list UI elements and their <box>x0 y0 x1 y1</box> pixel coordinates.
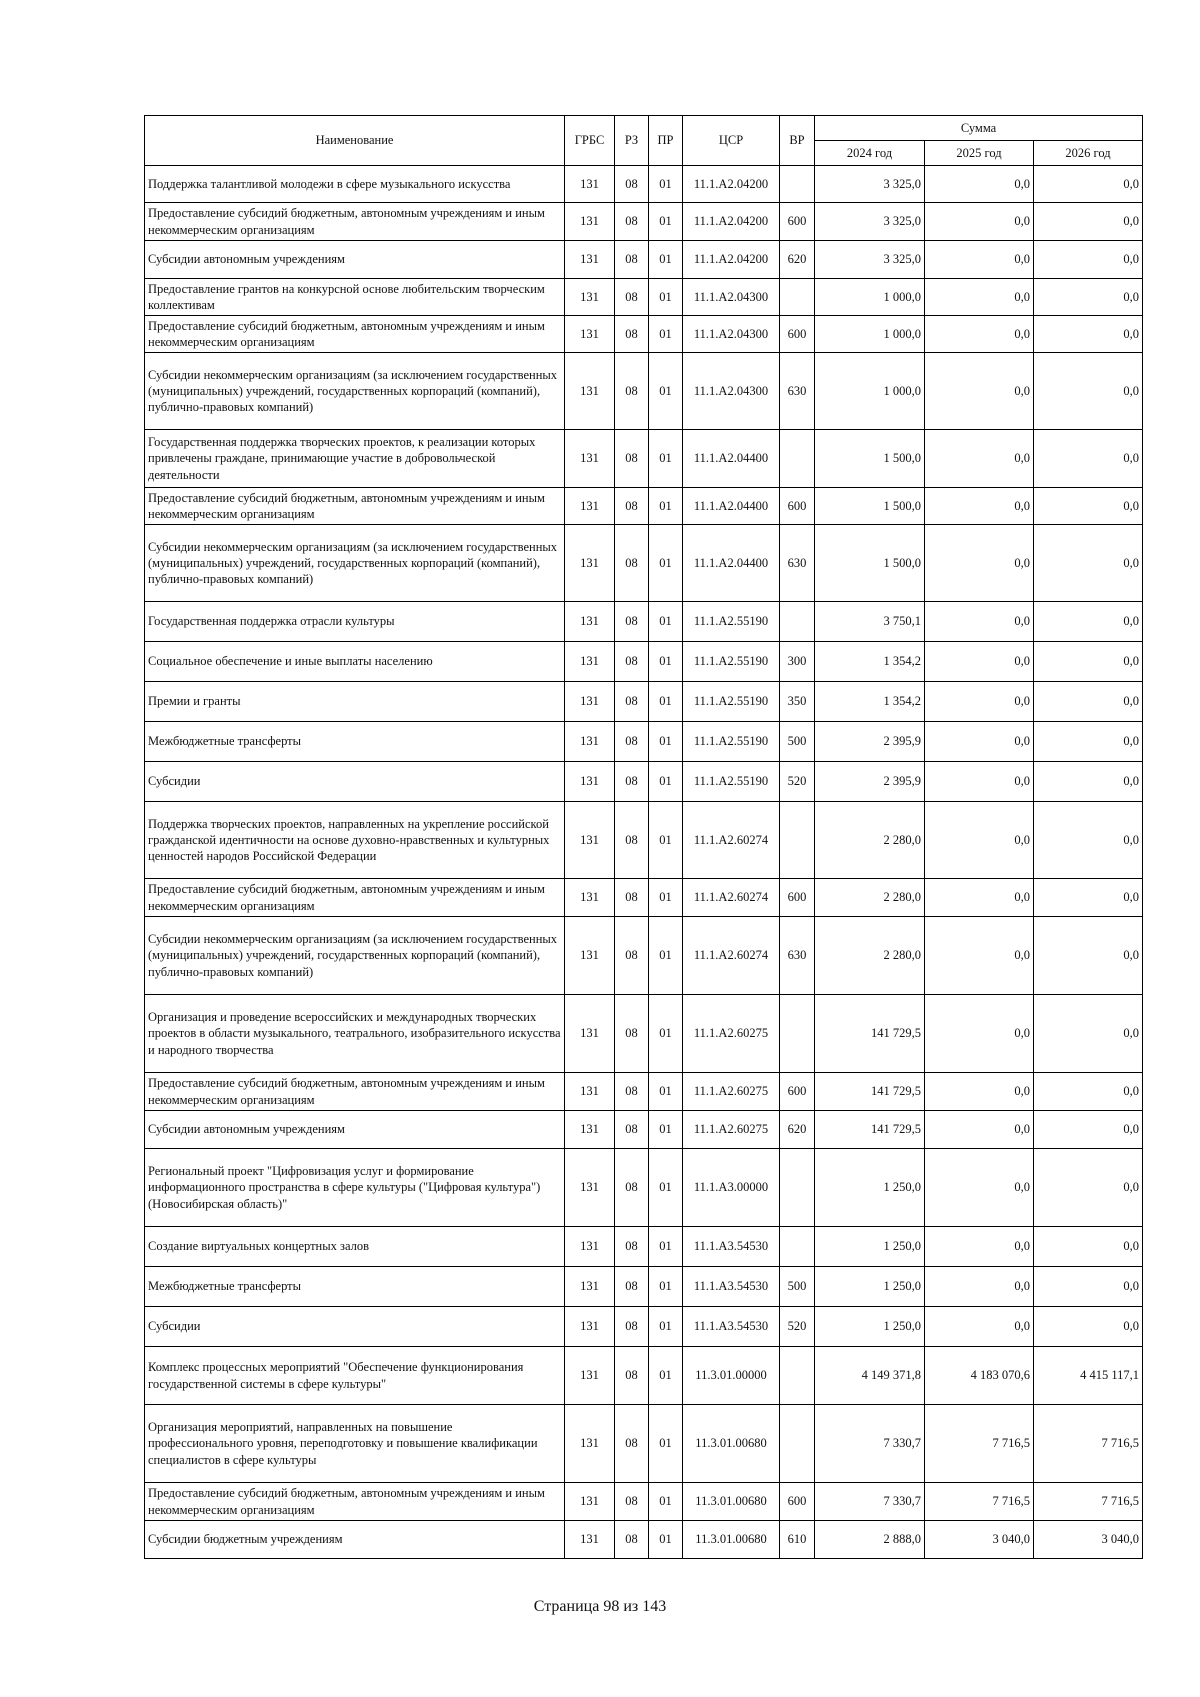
row-name: Организация и проведение всероссийских и международных творческих проектов в области музыкального, театрального, изобразительного искусства и народного творчества <box>145 995 565 1073</box>
row-grbs: 131 <box>565 995 615 1073</box>
row-rz: 08 <box>615 802 649 879</box>
header-year-2026: 2026 год <box>1034 141 1143 166</box>
row-grbs: 131 <box>565 1073 615 1111</box>
row-vr: 600 <box>780 1073 815 1111</box>
row-amount-2025: 0,0 <box>925 879 1034 917</box>
row-vr: 600 <box>780 316 815 353</box>
row-csr: 11.1.А2.60275 <box>683 1111 780 1149</box>
row-name: Государственная поддержка отрасли культуры <box>145 602 565 642</box>
row-vr: 630 <box>780 917 815 995</box>
row-amount-2024: 1 250,0 <box>815 1227 925 1267</box>
row-amount-2026: 0,0 <box>1034 1111 1143 1149</box>
row-grbs: 131 <box>565 602 615 642</box>
table-row <box>145 279 1143 316</box>
row-vr: 630 <box>780 525 815 602</box>
row-csr: 11.1.А2.60275 <box>683 1073 780 1111</box>
row-name: Предоставление субсидий бюджетным, автономным учреждениям и иным некоммерческим организациям <box>145 316 565 353</box>
row-rz: 08 <box>615 488 649 525</box>
table-row <box>145 203 1143 241</box>
table-row <box>145 1267 1143 1307</box>
table-row <box>145 241 1143 279</box>
row-amount-2025: 0,0 <box>925 316 1034 353</box>
row-amount-2024: 141 729,5 <box>815 1073 925 1111</box>
row-pr: 01 <box>649 722 683 762</box>
row-grbs: 131 <box>565 166 615 203</box>
row-amount-2025: 0,0 <box>925 995 1034 1073</box>
row-rz: 08 <box>615 1073 649 1111</box>
row-rz: 08 <box>615 316 649 353</box>
row-amount-2026: 0,0 <box>1034 525 1143 602</box>
row-pr: 01 <box>649 682 683 722</box>
row-grbs: 131 <box>565 316 615 353</box>
row-name: Предоставление грантов на конкурсной основе любительским творческим коллективам <box>145 279 565 316</box>
row-amount-2026: 0,0 <box>1034 917 1143 995</box>
row-pr: 01 <box>649 1405 683 1483</box>
row-grbs: 131 <box>565 682 615 722</box>
row-pr: 01 <box>649 525 683 602</box>
row-pr: 01 <box>649 995 683 1073</box>
row-name: Межбюджетные трансферты <box>145 722 565 762</box>
row-rz: 08 <box>615 203 649 241</box>
row-amount-2026: 0,0 <box>1034 995 1143 1073</box>
row-pr: 01 <box>649 279 683 316</box>
row-name: Субсидии автономным учреждениям <box>145 1111 565 1149</box>
row-name: Государственная поддержка творческих проектов, к реализации которых привлечены граждане, принимающие участие в добровольческой деятельности <box>145 430 565 488</box>
table-row <box>145 316 1143 353</box>
row-vr: 600 <box>780 203 815 241</box>
row-csr: 11.1.А2.04200 <box>683 203 780 241</box>
row-name: Предоставление субсидий бюджетным, автономным учреждениям и иным некоммерческим организациям <box>145 1483 565 1521</box>
row-grbs: 131 <box>565 1521 615 1559</box>
row-amount-2025: 0,0 <box>925 1227 1034 1267</box>
row-amount-2026: 0,0 <box>1034 722 1143 762</box>
row-amount-2026: 0,0 <box>1034 316 1143 353</box>
row-vr: 350 <box>780 682 815 722</box>
row-grbs: 131 <box>565 1307 615 1347</box>
row-amount-2024: 3 750,1 <box>815 602 925 642</box>
row-name: Комплекс процессных мероприятий "Обеспечение функционирования государственной системы в сфере культуры" <box>145 1347 565 1405</box>
row-amount-2025: 0,0 <box>925 1149 1034 1227</box>
row-name: Субсидии <box>145 762 565 802</box>
row-amount-2025: 0,0 <box>925 642 1034 682</box>
row-grbs: 131 <box>565 525 615 602</box>
table-header <box>145 116 1143 166</box>
row-amount-2026: 0,0 <box>1034 1267 1143 1307</box>
row-name: Предоставление субсидий бюджетным, автономным учреждениям и иным некоммерческим организациям <box>145 203 565 241</box>
row-name: Организация мероприятий, направленных на повышение профессионального уровня, переподготовку и повышение квалификации специалистов в сфере культуры <box>145 1405 565 1483</box>
row-csr: 11.1.А2.60274 <box>683 879 780 917</box>
row-vr <box>780 802 815 879</box>
row-amount-2026: 0,0 <box>1034 166 1143 203</box>
row-vr: 610 <box>780 1521 815 1559</box>
row-pr: 01 <box>649 1347 683 1405</box>
row-amount-2024: 2 280,0 <box>815 917 925 995</box>
row-csr: 11.1.А2.55190 <box>683 642 780 682</box>
table-row <box>145 488 1143 525</box>
row-rz: 08 <box>615 430 649 488</box>
header-pr: ПР <box>649 116 683 166</box>
row-amount-2024: 1 000,0 <box>815 316 925 353</box>
row-name: Субсидии автономным учреждениям <box>145 241 565 279</box>
row-csr: 11.1.А2.60274 <box>683 917 780 995</box>
row-amount-2026: 0,0 <box>1034 430 1143 488</box>
row-rz: 08 <box>615 166 649 203</box>
row-vr: 620 <box>780 1111 815 1149</box>
row-rz: 08 <box>615 1267 649 1307</box>
row-name: Предоставление субсидий бюджетным, автономным учреждениям и иным некоммерческим организациям <box>145 1073 565 1111</box>
row-name: Субсидии <box>145 1307 565 1347</box>
row-amount-2024: 2 395,9 <box>815 722 925 762</box>
table-row <box>145 430 1143 488</box>
row-amount-2025: 4 183 070,6 <box>925 1347 1034 1405</box>
row-grbs: 131 <box>565 203 615 241</box>
row-pr: 01 <box>649 166 683 203</box>
row-pr: 01 <box>649 430 683 488</box>
table-row <box>145 1307 1143 1347</box>
row-amount-2024: 141 729,5 <box>815 995 925 1073</box>
table-row <box>145 802 1143 879</box>
row-amount-2024: 1 500,0 <box>815 488 925 525</box>
row-csr: 11.1.А2.04300 <box>683 353 780 430</box>
table-row <box>145 1521 1143 1559</box>
row-name: Социальное обеспечение и иные выплаты населению <box>145 642 565 682</box>
row-amount-2025: 0,0 <box>925 203 1034 241</box>
row-rz: 08 <box>615 682 649 722</box>
header-year-2025: 2025 год <box>925 141 1034 166</box>
row-amount-2025: 0,0 <box>925 166 1034 203</box>
row-pr: 01 <box>649 1521 683 1559</box>
table-body <box>145 166 1143 1559</box>
row-vr <box>780 1149 815 1227</box>
row-pr: 01 <box>649 316 683 353</box>
row-amount-2026: 3 040,0 <box>1034 1521 1143 1559</box>
row-amount-2024: 2 280,0 <box>815 802 925 879</box>
row-amount-2024: 7 330,7 <box>815 1483 925 1521</box>
row-grbs: 131 <box>565 762 615 802</box>
row-amount-2024: 1 354,2 <box>815 682 925 722</box>
row-csr: 11.1.А2.04400 <box>683 430 780 488</box>
row-name: Поддержка талантливой молодежи в сфере музыкального искусства <box>145 166 565 203</box>
row-vr <box>780 1347 815 1405</box>
row-amount-2025: 0,0 <box>925 1267 1034 1307</box>
row-csr: 11.1.А2.04400 <box>683 488 780 525</box>
row-rz: 08 <box>615 1111 649 1149</box>
row-amount-2025: 0,0 <box>925 488 1034 525</box>
row-rz: 08 <box>615 241 649 279</box>
row-vr <box>780 166 815 203</box>
row-amount-2025: 7 716,5 <box>925 1483 1034 1521</box>
row-vr <box>780 430 815 488</box>
row-vr: 620 <box>780 241 815 279</box>
row-vr: 600 <box>780 488 815 525</box>
row-pr: 01 <box>649 1073 683 1111</box>
row-amount-2024: 141 729,5 <box>815 1111 925 1149</box>
row-pr: 01 <box>649 1111 683 1149</box>
row-rz: 08 <box>615 279 649 316</box>
row-amount-2025: 0,0 <box>925 1111 1034 1149</box>
row-name: Создание виртуальных концертных залов <box>145 1227 565 1267</box>
row-amount-2024: 1 000,0 <box>815 353 925 430</box>
row-vr: 300 <box>780 642 815 682</box>
row-amount-2026: 0,0 <box>1034 1227 1143 1267</box>
table-row <box>145 1149 1143 1227</box>
table-row <box>145 1227 1143 1267</box>
row-vr <box>780 995 815 1073</box>
row-amount-2025: 0,0 <box>925 1073 1034 1111</box>
row-pr: 01 <box>649 879 683 917</box>
row-pr: 01 <box>649 203 683 241</box>
row-pr: 01 <box>649 353 683 430</box>
row-amount-2024: 3 325,0 <box>815 241 925 279</box>
row-amount-2026: 0,0 <box>1034 642 1143 682</box>
table-row <box>145 642 1143 682</box>
table-row <box>145 166 1143 203</box>
row-vr: 500 <box>780 722 815 762</box>
row-csr: 11.3.01.00680 <box>683 1405 780 1483</box>
row-amount-2025: 3 040,0 <box>925 1521 1034 1559</box>
row-amount-2024: 4 149 371,8 <box>815 1347 925 1405</box>
row-rz: 08 <box>615 642 649 682</box>
table-row <box>145 917 1143 995</box>
header-vr: ВР <box>780 116 815 166</box>
row-pr: 01 <box>649 762 683 802</box>
row-amount-2026: 7 716,5 <box>1034 1483 1143 1521</box>
row-amount-2025: 0,0 <box>925 917 1034 995</box>
row-rz: 08 <box>615 1521 649 1559</box>
row-rz: 08 <box>615 1227 649 1267</box>
row-amount-2024: 1 500,0 <box>815 525 925 602</box>
row-pr: 01 <box>649 1267 683 1307</box>
row-rz: 08 <box>615 722 649 762</box>
row-grbs: 131 <box>565 917 615 995</box>
table-row <box>145 1405 1143 1483</box>
table-row <box>145 722 1143 762</box>
row-grbs: 131 <box>565 879 615 917</box>
table-row <box>145 682 1143 722</box>
row-amount-2025: 0,0 <box>925 430 1034 488</box>
row-amount-2024: 1 000,0 <box>815 279 925 316</box>
row-grbs: 131 <box>565 1267 615 1307</box>
row-vr: 520 <box>780 1307 815 1347</box>
row-vr: 500 <box>780 1267 815 1307</box>
row-amount-2026: 0,0 <box>1034 682 1143 722</box>
row-amount-2024: 3 325,0 <box>815 203 925 241</box>
row-amount-2026: 0,0 <box>1034 1307 1143 1347</box>
table-row <box>145 995 1143 1073</box>
row-csr: 11.1.А2.55190 <box>683 762 780 802</box>
table-row <box>145 602 1143 642</box>
row-rz: 08 <box>615 1405 649 1483</box>
row-amount-2025: 0,0 <box>925 762 1034 802</box>
row-csr: 11.1.А2.04300 <box>683 316 780 353</box>
row-grbs: 131 <box>565 1405 615 1483</box>
table-row <box>145 1347 1143 1405</box>
row-grbs: 131 <box>565 802 615 879</box>
header-csr: ЦСР <box>683 116 780 166</box>
table-row <box>145 879 1143 917</box>
row-name: Поддержка творческих проектов, направленных на укрепление российской гражданской идентичности на основе духовно-нравственных и культурных ценностей народов Российской Федерации <box>145 802 565 879</box>
row-pr: 01 <box>649 642 683 682</box>
row-grbs: 131 <box>565 241 615 279</box>
row-amount-2026: 0,0 <box>1034 1149 1143 1227</box>
row-amount-2024: 1 354,2 <box>815 642 925 682</box>
row-vr: 630 <box>780 353 815 430</box>
row-amount-2024: 2 395,9 <box>815 762 925 802</box>
row-csr: 11.1.А3.00000 <box>683 1149 780 1227</box>
row-rz: 08 <box>615 1149 649 1227</box>
row-amount-2026: 0,0 <box>1034 802 1143 879</box>
row-pr: 01 <box>649 1483 683 1521</box>
row-amount-2024: 7 330,7 <box>815 1405 925 1483</box>
row-name: Межбюджетные трансферты <box>145 1267 565 1307</box>
row-name: Предоставление субсидий бюджетным, автономным учреждениям и иным некоммерческим организациям <box>145 879 565 917</box>
row-rz: 08 <box>615 1307 649 1347</box>
row-csr: 11.3.01.00680 <box>683 1483 780 1521</box>
page-number: Страница 98 из 143 <box>533 1598 667 1615</box>
table-row <box>145 525 1143 602</box>
row-amount-2024: 1 250,0 <box>815 1149 925 1227</box>
table-row <box>145 1483 1143 1521</box>
row-name: Предоставление субсидий бюджетным, автономным учреждениям и иным некоммерческим организациям <box>145 488 565 525</box>
row-csr: 11.1.А2.55190 <box>683 602 780 642</box>
row-amount-2025: 0,0 <box>925 802 1034 879</box>
row-pr: 01 <box>649 1307 683 1347</box>
row-amount-2026: 4 415 117,1 <box>1034 1347 1143 1405</box>
row-pr: 01 <box>649 488 683 525</box>
row-csr: 11.1.А2.04400 <box>683 525 780 602</box>
row-csr: 11.1.А2.04300 <box>683 279 780 316</box>
row-amount-2025: 0,0 <box>925 353 1034 430</box>
row-csr: 11.1.А3.54530 <box>683 1307 780 1347</box>
row-amount-2025: 0,0 <box>925 602 1034 642</box>
table-row <box>145 1073 1143 1111</box>
row-grbs: 131 <box>565 722 615 762</box>
row-amount-2024: 2 280,0 <box>815 879 925 917</box>
row-amount-2025: 0,0 <box>925 279 1034 316</box>
row-csr: 11.1.А2.55190 <box>683 722 780 762</box>
row-grbs: 131 <box>565 1111 615 1149</box>
row-rz: 08 <box>615 602 649 642</box>
row-amount-2026: 0,0 <box>1034 1073 1143 1111</box>
row-pr: 01 <box>649 917 683 995</box>
row-name: Региональный проект "Цифровизация услуг и формирование информационного пространства в сфере культуры ("Цифровая культура") (Новосибирская область)" <box>145 1149 565 1227</box>
table-row <box>145 762 1143 802</box>
row-grbs: 131 <box>565 353 615 430</box>
row-pr: 01 <box>649 1149 683 1227</box>
row-name: Субсидии некоммерческим организациям (за исключением государственных (муниципальных) учреждений, государственных корпораций (компаний), публично-правовых компаний) <box>145 917 565 995</box>
row-grbs: 131 <box>565 430 615 488</box>
row-grbs: 131 <box>565 1347 615 1405</box>
row-grbs: 131 <box>565 1483 615 1521</box>
row-csr: 11.1.А3.54530 <box>683 1227 780 1267</box>
row-rz: 08 <box>615 525 649 602</box>
row-amount-2025: 0,0 <box>925 682 1034 722</box>
row-amount-2025: 0,0 <box>925 1307 1034 1347</box>
row-csr: 11.1.А2.60274 <box>683 802 780 879</box>
row-vr <box>780 1405 815 1483</box>
row-amount-2026: 0,0 <box>1034 602 1143 642</box>
row-amount-2025: 0,0 <box>925 525 1034 602</box>
row-grbs: 131 <box>565 279 615 316</box>
header-name: Наименование <box>145 116 565 166</box>
header-sum: Сумма <box>815 116 1143 141</box>
row-vr <box>780 602 815 642</box>
row-pr: 01 <box>649 241 683 279</box>
row-csr: 11.1.А2.55190 <box>683 682 780 722</box>
row-pr: 01 <box>649 1227 683 1267</box>
row-csr: 11.3.01.00680 <box>683 1521 780 1559</box>
row-vr: 520 <box>780 762 815 802</box>
row-amount-2025: 0,0 <box>925 722 1034 762</box>
row-amount-2026: 0,0 <box>1034 279 1143 316</box>
row-rz: 08 <box>615 917 649 995</box>
row-csr: 11.1.А2.04200 <box>683 166 780 203</box>
row-vr <box>780 279 815 316</box>
row-csr: 11.1.А2.04200 <box>683 241 780 279</box>
row-vr: 600 <box>780 1483 815 1521</box>
row-rz: 08 <box>615 1483 649 1521</box>
row-pr: 01 <box>649 602 683 642</box>
row-name: Субсидии некоммерческим организациям (за исключением государственных (муниципальных) учреждений, государственных корпораций (компаний), публично-правовых компаний) <box>145 525 565 602</box>
row-amount-2024: 3 325,0 <box>815 166 925 203</box>
row-name: Премии и гранты <box>145 682 565 722</box>
row-vr <box>780 1227 815 1267</box>
row-amount-2026: 0,0 <box>1034 488 1143 525</box>
row-grbs: 131 <box>565 1149 615 1227</box>
row-rz: 08 <box>615 1347 649 1405</box>
row-rz: 08 <box>615 762 649 802</box>
header-year-2024: 2024 год <box>815 141 925 166</box>
header-rz: РЗ <box>615 116 649 166</box>
row-amount-2025: 0,0 <box>925 241 1034 279</box>
row-amount-2026: 0,0 <box>1034 353 1143 430</box>
row-csr: 11.1.А3.54530 <box>683 1267 780 1307</box>
row-grbs: 131 <box>565 488 615 525</box>
row-vr: 600 <box>780 879 815 917</box>
row-amount-2024: 1 250,0 <box>815 1267 925 1307</box>
row-grbs: 131 <box>565 642 615 682</box>
row-amount-2024: 2 888,0 <box>815 1521 925 1559</box>
row-amount-2026: 0,0 <box>1034 762 1143 802</box>
row-grbs: 131 <box>565 1227 615 1267</box>
row-amount-2024: 1 500,0 <box>815 430 925 488</box>
row-csr: 11.1.А2.60275 <box>683 995 780 1073</box>
row-amount-2026: 0,0 <box>1034 203 1143 241</box>
budget-table <box>144 115 1143 1559</box>
row-csr: 11.3.01.00000 <box>683 1347 780 1405</box>
header-grbs: ГРБС <box>565 116 615 166</box>
row-rz: 08 <box>615 995 649 1073</box>
row-amount-2026: 0,0 <box>1034 879 1143 917</box>
row-amount-2025: 7 716,5 <box>925 1405 1034 1483</box>
row-amount-2024: 1 250,0 <box>815 1307 925 1347</box>
row-amount-2026: 7 716,5 <box>1034 1405 1143 1483</box>
table-row <box>145 353 1143 430</box>
table-row <box>145 1111 1143 1149</box>
row-name: Субсидии бюджетным учреждениям <box>145 1521 565 1559</box>
row-amount-2026: 0,0 <box>1034 241 1143 279</box>
row-pr: 01 <box>649 802 683 879</box>
row-rz: 08 <box>615 353 649 430</box>
row-rz: 08 <box>615 879 649 917</box>
row-name: Субсидии некоммерческим организациям (за исключением государственных (муниципальных) учреждений, государственных корпораций (компаний), публично-правовых компаний) <box>145 353 565 430</box>
